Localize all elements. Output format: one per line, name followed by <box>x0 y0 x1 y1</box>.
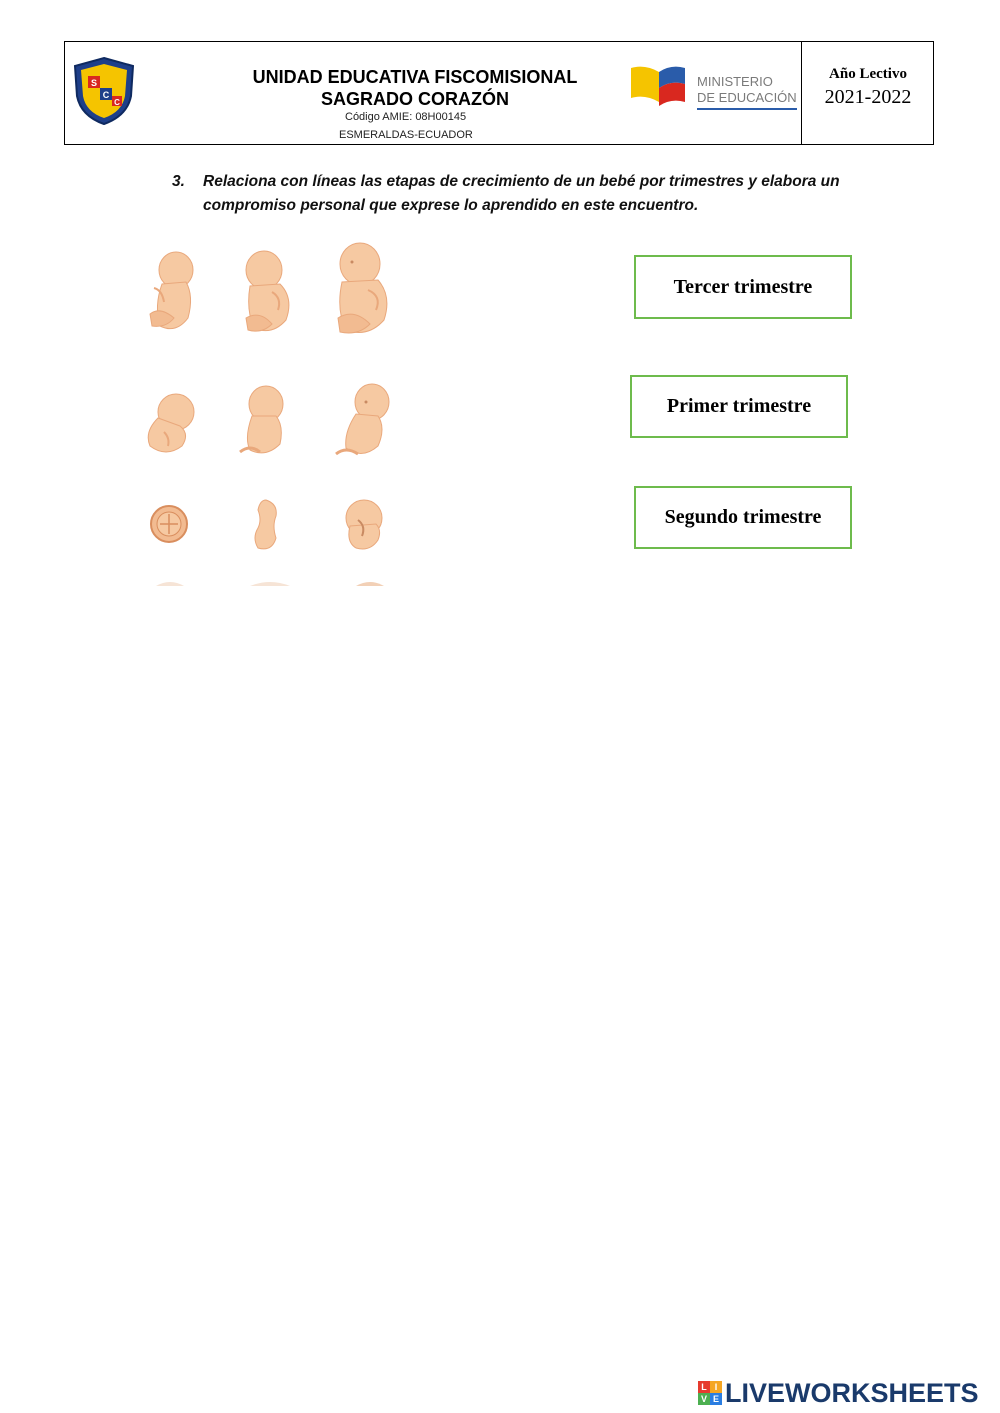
liveworksheets-logo-icon: L I V E <box>698 1381 722 1405</box>
trimester-label: Primer trimestre <box>666 395 812 417</box>
liveworksheets-wordmark: LIVEWORKSHEETS <box>725 1377 979 1408</box>
header-divider <box>801 42 802 144</box>
school-shield-logo <box>71 56 137 126</box>
fetus-image <box>140 388 198 458</box>
school-name-line1: UNIDAD EDUCATIVA FISCOMISIONAL <box>252 67 578 87</box>
fetus-image <box>332 240 394 340</box>
trimester-label: Segundo trimestre <box>664 506 822 528</box>
fetus-image <box>332 380 394 460</box>
fetus-image <box>238 248 298 338</box>
school-year-value: 2021-2022 <box>824 86 912 108</box>
cropped-image <box>350 578 390 586</box>
embryo-image <box>148 502 190 546</box>
ministry-line2: DE EDUCACIÓN <box>697 90 797 105</box>
embryo-image <box>246 496 286 554</box>
school-year-label: Año Lectivo <box>829 66 907 82</box>
shield-letter: C <box>102 90 110 100</box>
instruction-text: Relaciona con líneas las etapas de crecimiento de un bebé por trimestres y elabora un compromiso personal que exprese lo aprendido en este encuentro. <box>203 173 840 214</box>
trimester-box-first[interactable] <box>630 375 848 438</box>
school-name-line2: SAGRADO CORAZÓN <box>321 89 509 109</box>
ministry-logo <box>631 62 803 114</box>
fetus-image <box>236 382 294 458</box>
instruction-number: 3. <box>172 173 185 190</box>
ministry-line1: MINISTERIO <box>697 74 773 89</box>
cropped-image <box>244 578 296 586</box>
trimester-box-second[interactable] <box>634 486 852 549</box>
school-name <box>225 66 605 110</box>
amie-code: Código AMIE: 08H00145 <box>345 111 467 123</box>
embryo-image <box>340 496 386 552</box>
cropped-image <box>150 578 190 586</box>
shield-letter: C <box>114 98 120 107</box>
fetus-image <box>140 248 200 336</box>
city-country: ESMERALDAS-ECUADOR <box>339 129 473 141</box>
liveworksheets-watermark <box>698 1378 979 1408</box>
trimester-label: Tercer trimestre <box>673 275 813 298</box>
shield-letter: S <box>90 78 98 88</box>
trimester-box-third[interactable] <box>634 255 852 319</box>
document-header <box>64 41 934 145</box>
